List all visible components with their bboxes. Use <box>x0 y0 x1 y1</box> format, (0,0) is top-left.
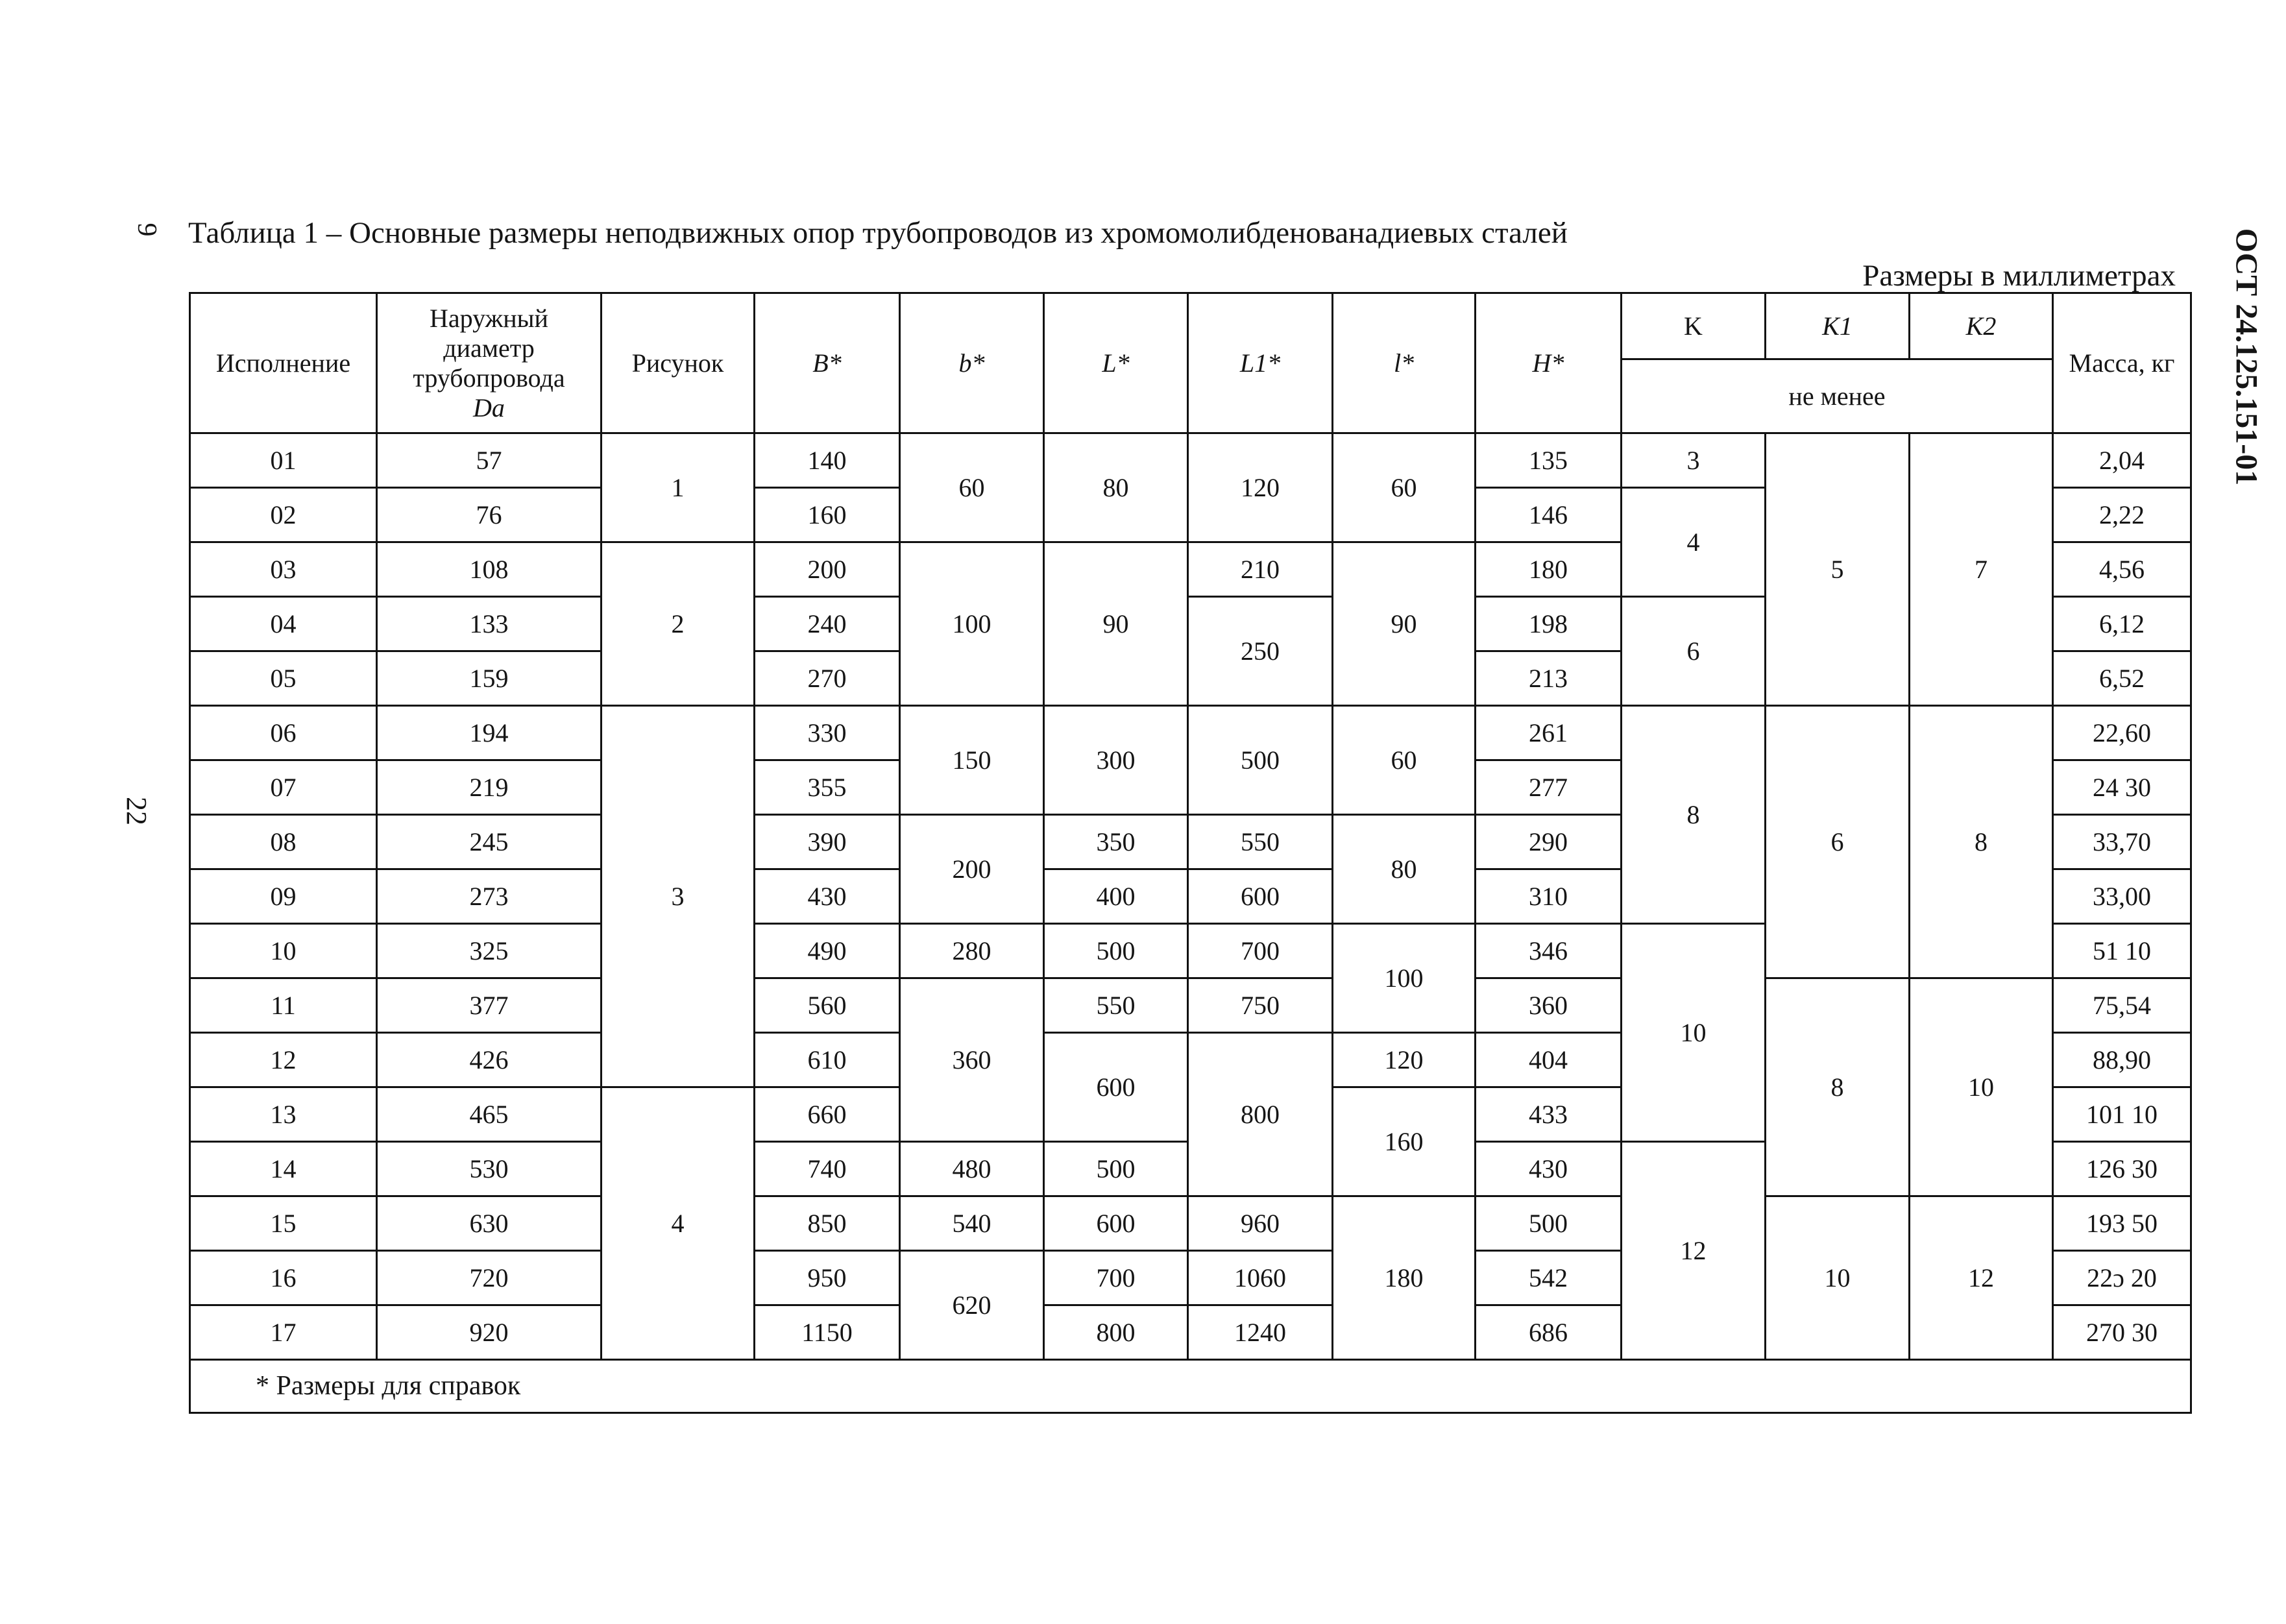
cell-mass: 2,22 <box>2053 488 2191 542</box>
cell-K2: 10 <box>1910 978 2053 1196</box>
cell-L: 300 <box>1044 706 1188 815</box>
header-mass: Масса, кг <box>2053 293 2191 433</box>
cell-mass: 22,60 <box>2053 706 2191 760</box>
cell-B: 560 <box>755 978 900 1033</box>
cell-execution: 14 <box>190 1142 377 1196</box>
cell-execution: 16 <box>190 1251 377 1305</box>
cell-mass: 22ɔ 20 <box>2053 1251 2191 1305</box>
cell-K2: 8 <box>1910 706 2053 978</box>
cell-diameter: 920 <box>377 1305 602 1360</box>
cell-diameter: 133 <box>377 597 602 651</box>
cell-L: 350 <box>1044 815 1188 869</box>
cell-L1: 1240 <box>1188 1305 1333 1360</box>
cell-B: 240 <box>755 597 900 651</box>
cell-execution: 05 <box>190 651 377 706</box>
cell-H: 146 <box>1476 488 1622 542</box>
cell-execution: 02 <box>190 488 377 542</box>
cell-diameter: 194 <box>377 706 602 760</box>
cell-execution: 06 <box>190 706 377 760</box>
cell-l: 120 <box>1333 1033 1476 1087</box>
cell-diameter: 426 <box>377 1033 602 1087</box>
cell-b: 540 <box>900 1196 1044 1251</box>
cell-execution: 07 <box>190 760 377 815</box>
cell-K1: 5 <box>1766 433 1910 706</box>
cell-mass: 270 30 <box>2053 1305 2191 1360</box>
cell-H: 433 <box>1476 1087 1622 1142</box>
cell-figure: 2 <box>602 542 755 706</box>
header-K1: K1 <box>1766 293 1910 359</box>
cell-K1: 6 <box>1766 706 1910 978</box>
cell-L1: 700 <box>1188 924 1333 978</box>
cell-B: 660 <box>755 1087 900 1142</box>
cell-diameter: 273 <box>377 869 602 924</box>
cell-H: 135 <box>1476 433 1622 488</box>
cell-K2: 7 <box>1910 433 2053 706</box>
cell-B: 610 <box>755 1033 900 1087</box>
cell-H: 180 <box>1476 542 1622 597</box>
cell-figure: 4 <box>602 1087 755 1360</box>
header-H: H* <box>1476 293 1622 433</box>
cell-diameter: 57 <box>377 433 602 488</box>
cell-B: 270 <box>755 651 900 706</box>
cell-execution: 01 <box>190 433 377 488</box>
header-B: B* <box>755 293 900 433</box>
cell-B: 850 <box>755 1196 900 1251</box>
cell-H: 542 <box>1476 1251 1622 1305</box>
cell-B: 140 <box>755 433 900 488</box>
header-b: b* <box>900 293 1044 433</box>
header-l: l* <box>1333 293 1476 433</box>
cell-K1: 10 <box>1766 1196 1910 1360</box>
header-diameter: Наружный диаметр трубопровода Da <box>377 293 602 433</box>
cell-l: 160 <box>1333 1087 1476 1196</box>
cell-H: 430 <box>1476 1142 1622 1196</box>
cell-mass: 2,04 <box>2053 433 2191 488</box>
header-L: L* <box>1044 293 1188 433</box>
cell-l: 60 <box>1333 706 1476 815</box>
cell-L: 500 <box>1044 1142 1188 1196</box>
cell-L: 600 <box>1044 1033 1188 1142</box>
cell-b: 480 <box>900 1142 1044 1196</box>
cell-execution: 04 <box>190 597 377 651</box>
cell-L1: 500 <box>1188 706 1333 815</box>
cell-L1: 750 <box>1188 978 1333 1033</box>
cell-B: 200 <box>755 542 900 597</box>
cell-K: 4 <box>1622 488 1766 597</box>
cell-diameter: 325 <box>377 924 602 978</box>
cell-L: 600 <box>1044 1196 1188 1251</box>
cell-diameter: 76 <box>377 488 602 542</box>
cell-b: 280 <box>900 924 1044 978</box>
header-figure: Рисунок <box>602 293 755 433</box>
cell-l: 80 <box>1333 815 1476 924</box>
footnote: * Размеры для справок <box>190 1360 2191 1413</box>
cell-H: 310 <box>1476 869 1622 924</box>
cell-mass: 24 30 <box>2053 760 2191 815</box>
cell-K2: 12 <box>1910 1196 2053 1360</box>
cell-execution: 12 <box>190 1033 377 1087</box>
cell-mass: 33,70 <box>2053 815 2191 869</box>
cell-l: 180 <box>1333 1196 1476 1360</box>
cell-L1: 800 <box>1188 1033 1333 1196</box>
cell-L: 90 <box>1044 542 1188 706</box>
cell-diameter: 245 <box>377 815 602 869</box>
header-K: K <box>1622 293 1766 359</box>
cell-L: 400 <box>1044 869 1188 924</box>
cell-H: 261 <box>1476 706 1622 760</box>
cell-K: 10 <box>1622 924 1766 1142</box>
cell-diameter: 377 <box>377 978 602 1033</box>
cell-diameter: 630 <box>377 1196 602 1251</box>
cell-mass: 4,56 <box>2053 542 2191 597</box>
cell-execution: 10 <box>190 924 377 978</box>
cell-B: 1150 <box>755 1305 900 1360</box>
cell-execution: 11 <box>190 978 377 1033</box>
cell-K1: 8 <box>1766 978 1910 1196</box>
cell-L1: 1060 <box>1188 1251 1333 1305</box>
cell-H: 346 <box>1476 924 1622 978</box>
dimensions-table <box>189 292 2192 1414</box>
cell-diameter: 720 <box>377 1251 602 1305</box>
cell-B: 390 <box>755 815 900 869</box>
cell-H: 277 <box>1476 760 1622 815</box>
cell-b: 60 <box>900 433 1044 542</box>
cell-H: 686 <box>1476 1305 1622 1360</box>
cell-l: 90 <box>1333 542 1476 706</box>
table-caption: Таблица 1 – Основные размеры неподвижных опор трубопроводов из хромомолибденованадиевых сталей <box>188 216 1568 250</box>
cell-execution: 09 <box>190 869 377 924</box>
cell-mass: 88,90 <box>2053 1033 2191 1087</box>
cell-mass: 6,52 <box>2053 651 2191 706</box>
document-code: ОСТ 24.125.151-01 <box>2229 228 2264 486</box>
cell-L: 800 <box>1044 1305 1188 1360</box>
cell-figure: 3 <box>602 706 755 1087</box>
cell-L1: 120 <box>1188 433 1333 542</box>
cell-H: 213 <box>1476 651 1622 706</box>
header-L1: L1* <box>1188 293 1333 433</box>
cell-b: 100 <box>900 542 1044 706</box>
cell-B: 330 <box>755 706 900 760</box>
cell-mass: 33,00 <box>2053 869 2191 924</box>
cell-mass: 75,54 <box>2053 978 2191 1033</box>
cell-mass: 193 50 <box>2053 1196 2191 1251</box>
header-not-less: не менее <box>1622 359 2053 433</box>
cell-execution: 03 <box>190 542 377 597</box>
cell-L1: 210 <box>1188 542 1333 597</box>
cell-B: 160 <box>755 488 900 542</box>
header-K2: K2 <box>1910 293 2053 359</box>
cell-mass: 51 10 <box>2053 924 2191 978</box>
cell-figure: 1 <box>602 433 755 542</box>
cell-L: 550 <box>1044 978 1188 1033</box>
side-page-number: 22 <box>121 797 152 825</box>
cell-B: 430 <box>755 869 900 924</box>
cell-K: 8 <box>1622 706 1766 924</box>
cell-L: 80 <box>1044 433 1188 542</box>
cell-execution: 08 <box>190 815 377 869</box>
cell-b: 620 <box>900 1251 1044 1360</box>
cell-b: 200 <box>900 815 1044 924</box>
cell-mass: 126 30 <box>2053 1142 2191 1196</box>
page-number: 9 <box>132 223 162 237</box>
cell-K: 6 <box>1622 597 1766 706</box>
cell-H: 360 <box>1476 978 1622 1033</box>
cell-execution: 13 <box>190 1087 377 1142</box>
cell-mass: 6,12 <box>2053 597 2191 651</box>
header-diameter-symbol: Da <box>473 393 505 422</box>
cell-B: 490 <box>755 924 900 978</box>
cell-L: 700 <box>1044 1251 1188 1305</box>
cell-execution: 17 <box>190 1305 377 1360</box>
cell-execution: 15 <box>190 1196 377 1251</box>
cell-mass: 101 10 <box>2053 1087 2191 1142</box>
cell-l: 100 <box>1333 924 1476 1033</box>
cell-H: 404 <box>1476 1033 1622 1087</box>
cell-l: 60 <box>1333 433 1476 542</box>
cell-L1: 250 <box>1188 597 1333 706</box>
cell-L: 500 <box>1044 924 1188 978</box>
cell-L1: 600 <box>1188 869 1333 924</box>
cell-L1: 550 <box>1188 815 1333 869</box>
cell-diameter: 530 <box>377 1142 602 1196</box>
cell-b: 360 <box>900 978 1044 1142</box>
cell-diameter: 159 <box>377 651 602 706</box>
cell-H: 290 <box>1476 815 1622 869</box>
cell-H: 500 <box>1476 1196 1622 1251</box>
cell-B: 950 <box>755 1251 900 1305</box>
cell-H: 198 <box>1476 597 1622 651</box>
cell-K: 3 <box>1622 433 1766 488</box>
cell-K: 12 <box>1622 1142 1766 1360</box>
cell-diameter: 219 <box>377 760 602 815</box>
cell-L1: 960 <box>1188 1196 1333 1251</box>
cell-diameter: 108 <box>377 542 602 597</box>
cell-b: 150 <box>900 706 1044 815</box>
cell-B: 355 <box>755 760 900 815</box>
cell-diameter: 465 <box>377 1087 602 1142</box>
header-execution: Исполнение <box>190 293 377 433</box>
cell-B: 740 <box>755 1142 900 1196</box>
units-note: Размеры в миллиметрах <box>1862 259 2176 293</box>
